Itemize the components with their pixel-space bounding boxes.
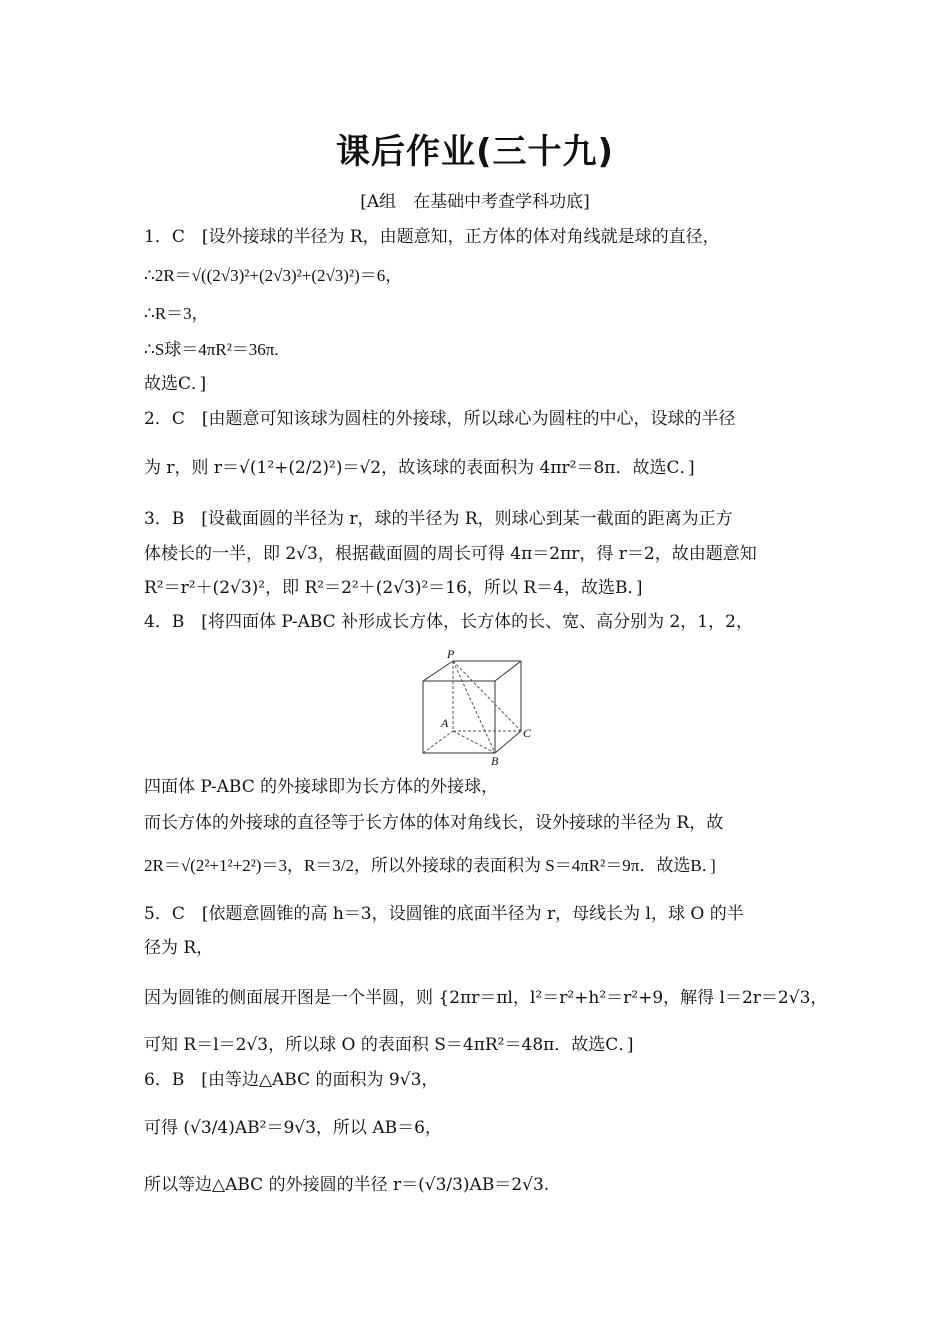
q4-line-3: 而长方体的外接球的直径等于长方体的体对角线长，设外接球的半径为 R，故 — [144, 813, 724, 833]
cuboid-figure — [415, 645, 539, 767]
edge-PC — [453, 661, 521, 731]
q2-line-2: 为 r，则 r＝√(1²+(2/2)²)＝√2，故该球的表面积为 4πr²＝8π．故选C．] — [144, 458, 695, 478]
q6-line-3: 所以等边△ABC 的外接圆的半径 r＝(√3/3)AB＝2√3. — [144, 1175, 550, 1195]
q1-line-4: ∴S球＝4πR²＝36π. — [144, 340, 279, 359]
edge-AB — [453, 731, 495, 753]
q1-line-5: 故选C．] — [144, 374, 207, 394]
q4-line-4: 2R＝√(2²+1²+2²)＝3，R＝3/2，所以外接球的表面积为 S＝4πR²＝9π．故选B．] — [144, 856, 716, 875]
cuboid-top-left-edge — [423, 661, 453, 681]
q3-line-3: R²＝r²＋(2√3)²，即 R²＝2²＋(2√3)²＝16，所以 R＝4，故选B．] — [144, 578, 643, 598]
q5-line-1: 5．C [依题意圆锥的高 h＝3，设圆锥的底面半径为 r，母线长为 l，球 O 的半 — [144, 904, 744, 924]
q3-line-1: 3．B [设截面圆的半径为 r，球的半径为 R，则球心到某一截面的距离为正方 — [144, 509, 733, 529]
q1-line-3: ∴R＝3， — [144, 304, 209, 323]
q5-line-4: 可知 R＝l＝2√3，所以球 O 的表面积 S＝4πR²＝48π．故选C．] — [144, 1035, 634, 1055]
q3-line-2: 体棱长的一半，即 2√3，根据截面圆的周长可得 4π＝2πr，得 r＝2，故由题意知 — [144, 544, 757, 564]
q6-line-1: 6．B [由等边△ABC 的面积为 9√3， — [144, 1070, 439, 1090]
q5-line-2: 径为 R， — [144, 938, 214, 958]
cuboid-top-right-edge — [495, 661, 521, 681]
page-title: 课后作业(三十九) — [335, 132, 615, 172]
q5-line-3: 因为圆锥的侧面展开图是一个半圆，则 {2πr＝πl，l²＝r²+h²＝r²+9，解得 l＝2r＝2√3， — [144, 988, 828, 1008]
cuboid-front-face — [423, 681, 495, 753]
q4-line-1: 4．B [将四面体 P-ABC 补形成长方体，长方体的长、宽、高分别为 2，1，2， — [144, 612, 753, 632]
vertex-label-B: B — [491, 754, 499, 767]
vertex-label-A: A — [441, 716, 449, 730]
section-subtitle: [A组 在基础中考查学科功底] — [360, 192, 590, 212]
q4-line-2: 四面体 P-ABC 的外接球即为长方体的外接球， — [144, 777, 499, 797]
q6-line-2: 可得 (√3/4)AB²＝9√3，所以 AB＝6， — [144, 1118, 442, 1138]
edge-PB — [453, 661, 495, 753]
q1-line-2: ∴2R＝√((2√3)²+(2√3)²+(2√3)²)＝6， — [144, 266, 403, 285]
hidden-left-edge — [423, 731, 453, 753]
vertex-label-P: P — [447, 647, 455, 661]
q1-line-1: 1．C [设外接球的半径为 R，由题意知，正方体的体对角线就是球的直径， — [144, 227, 720, 247]
q2-line-1: 2．C [由题意可知该球为圆柱的外接球，所以球心为圆柱的中心，设球的半径 — [144, 409, 736, 429]
vertex-label-C: C — [523, 726, 532, 740]
